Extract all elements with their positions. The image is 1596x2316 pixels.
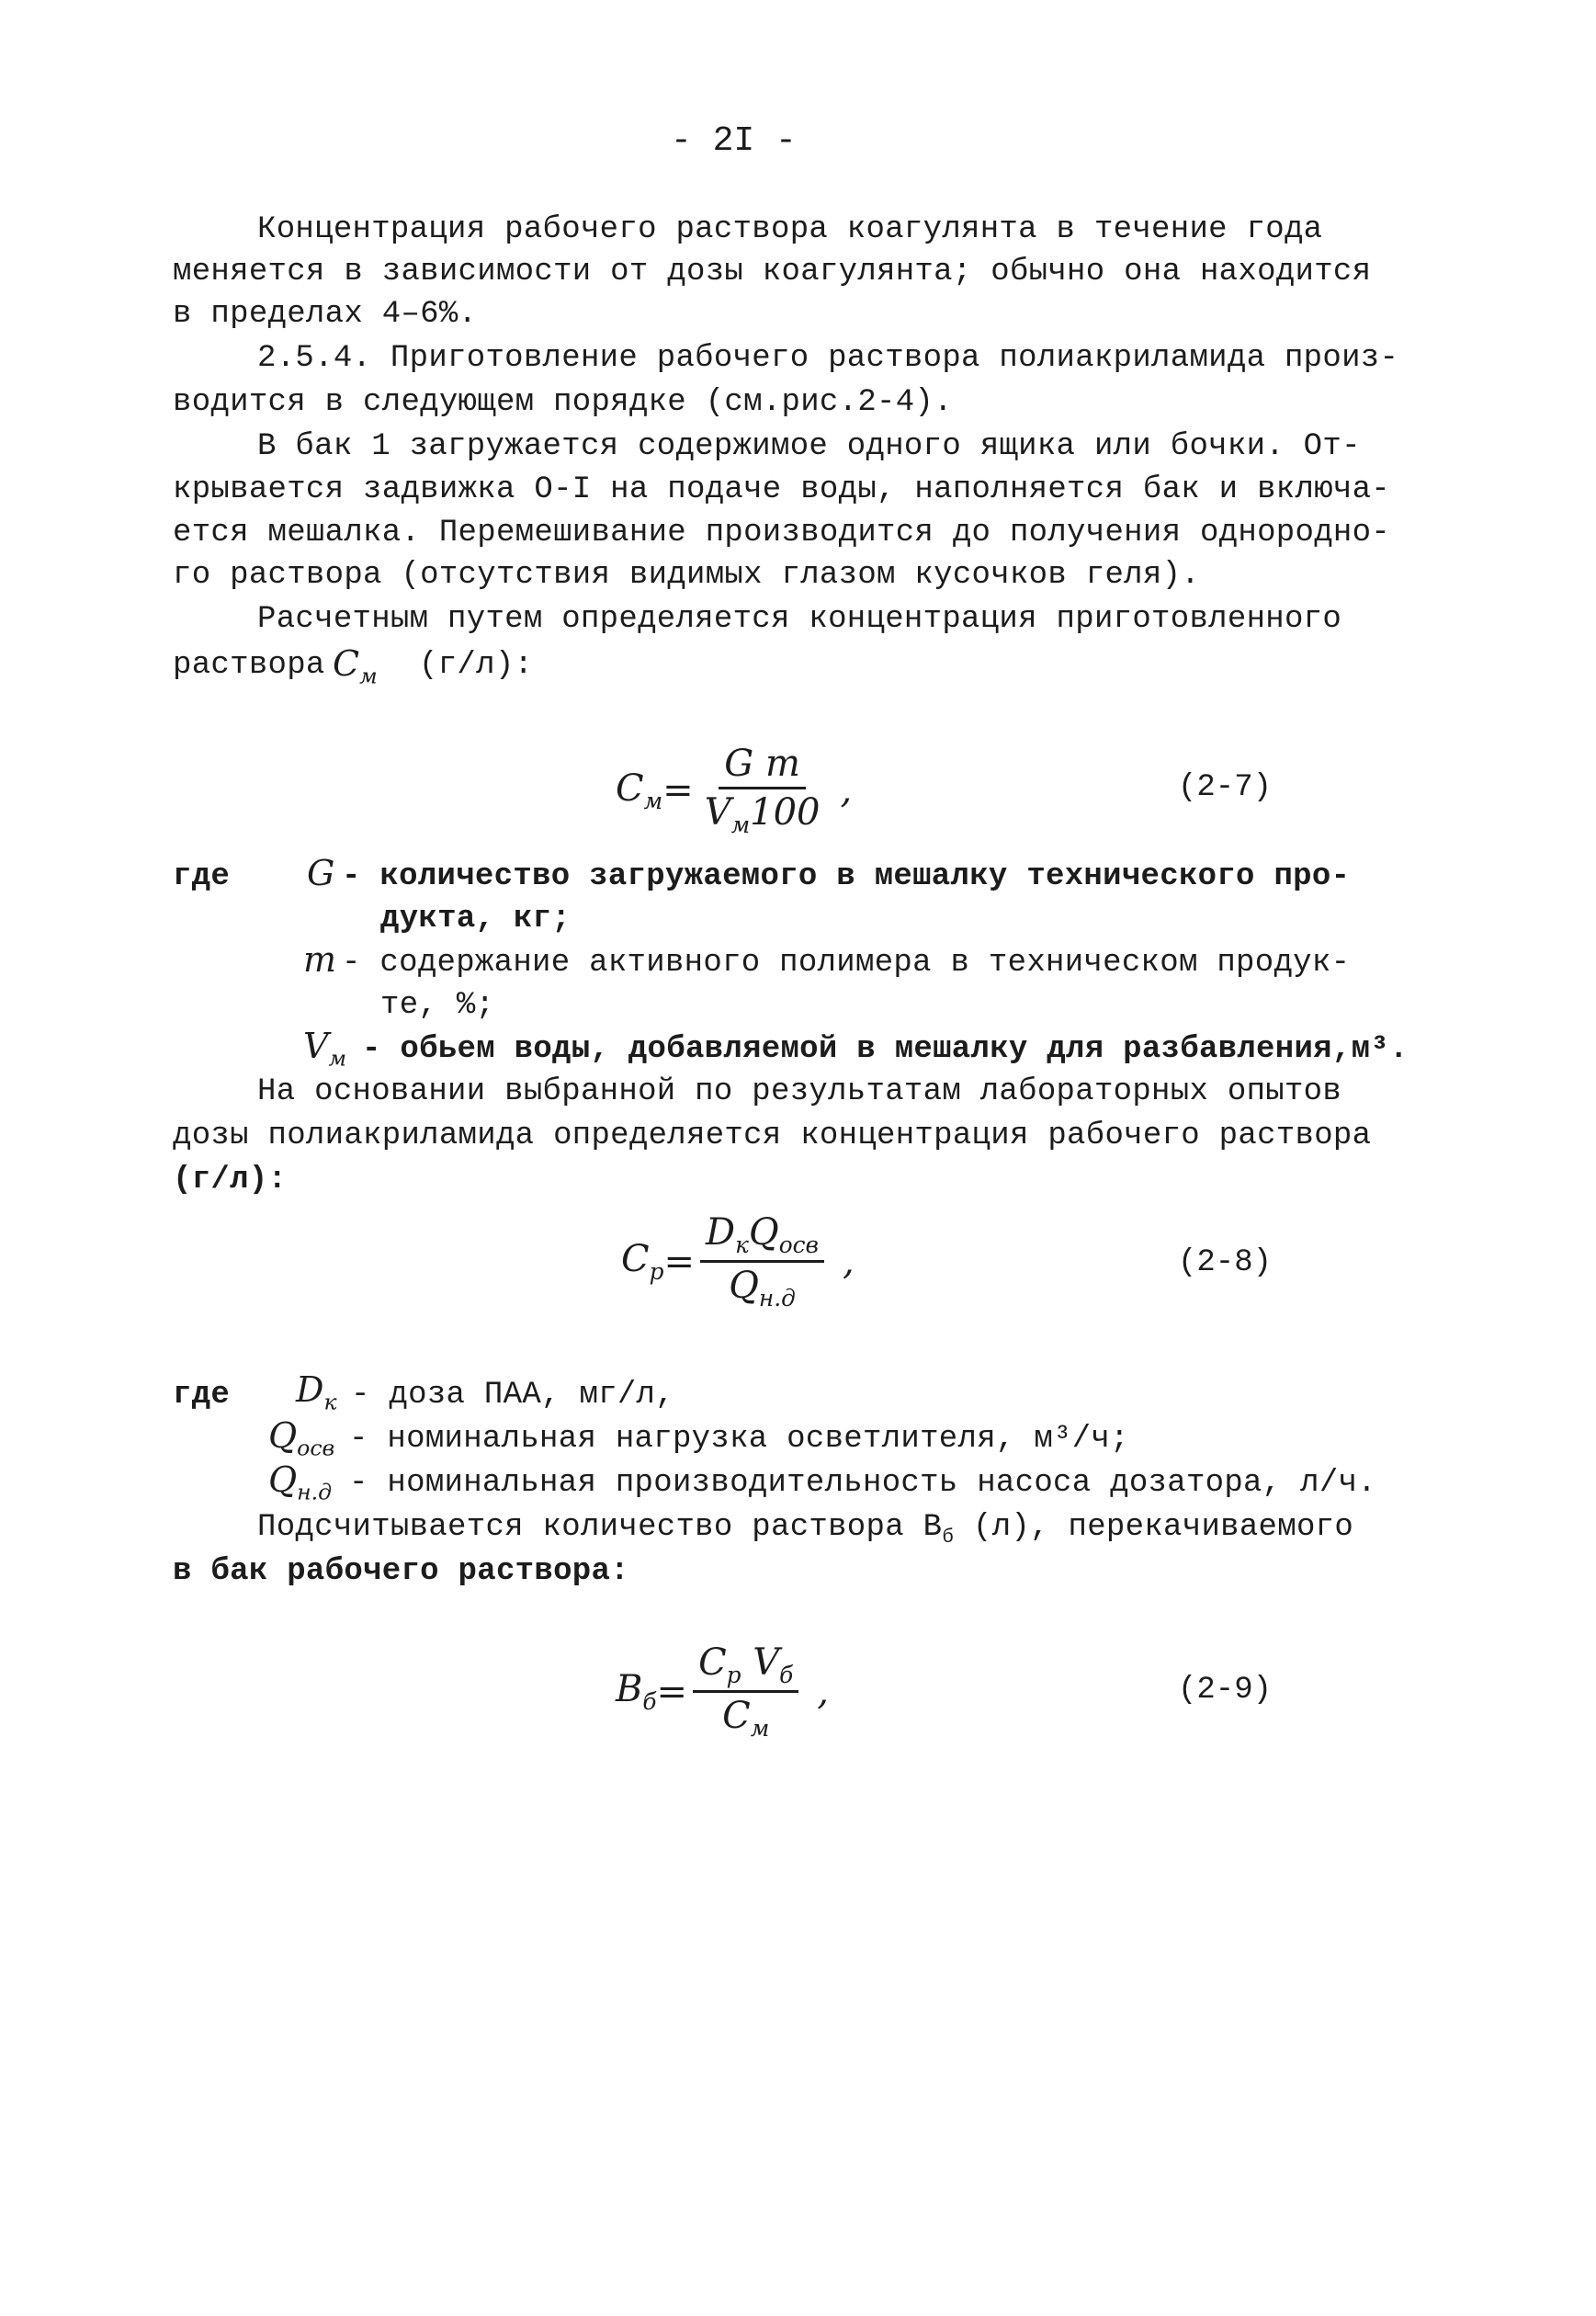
formula-2-9-fraction: [693, 1641, 798, 1742]
formula-2-7-fraction: [699, 743, 826, 838]
where-2-item-2: - номинальная нагрузка осветлителя, м³/ч;: [349, 1422, 1129, 1457]
formula-2-9-equals: =: [656, 1670, 688, 1713]
formula-2-8-equals: =: [663, 1240, 695, 1283]
paragraph-6-line-1-start: Подсчитывается количество раствора $В_б$ (л), перекачиваемого: [257, 1510, 1354, 1549]
where-2-word: где: [173, 1378, 231, 1413]
paragraph-1-line-2: меняется в зависимости от дозы коагулянта; обычно она находится: [173, 255, 1372, 290]
formula-2-9-numerator: $C_p$ $V_б$: [693, 1641, 798, 1693]
paragraph-4-line-1: Расчетным путем определяется концентрация приготовленного: [257, 602, 1342, 637]
equation-number-2-9: (2-9): [1178, 1673, 1273, 1708]
formula-2-8-lhs: $C_p$: [621, 1238, 664, 1285]
where-1-symbol-g: G: [307, 853, 335, 893]
where-1-item-1-line-1: - количество загружаемого в мешалку технического про-: [342, 859, 1351, 894]
symbol-cm-inline: $C_м$: [333, 643, 378, 689]
formula-2-7-comma: ,: [840, 769, 853, 812]
where-2-symbol-qosv: $Q_{осв}$: [268, 1415, 335, 1461]
paragraph-3-line-4: го раствора (отсутствия видимых глазом кусочков геля).: [173, 558, 1200, 593]
where-1-item-3-line-1: - обьем воды, добавляемой в мешалку для разбавления,м³.: [362, 1032, 1409, 1067]
formula-2-7-numerator: G m: [719, 743, 806, 789]
where-1-item-2-line-1: - содержание активного полимера в техническом продук-: [342, 946, 1351, 981]
formula-2-9: [616, 1641, 829, 1742]
paragraph-2-line-2: водится в следующем порядке (см.рис.2-4).: [173, 385, 953, 420]
paragraph-6-line-2: в бак рабочего раствора:: [173, 1554, 629, 1589]
formula-2-8-numerator: $D_кQ_{осв}$: [700, 1211, 824, 1263]
where-1-item-2-line-2: те, %;: [380, 988, 495, 1023]
where-1-symbol-m: m: [303, 939, 337, 980]
paragraph-4-line-2-units: (г/л):: [419, 648, 534, 683]
paragraph-3-line-2: крывается задвижка О-I на подаче воды, наполняется бак и включа-: [173, 472, 1391, 507]
formula-2-9-lhs: $B_б$: [616, 1668, 657, 1715]
equation-number-2-7: (2-7): [1178, 770, 1273, 805]
where-1-symbol-vm: $V_м$: [303, 1026, 346, 1072]
where-2-symbol-dk: $D_к$: [296, 1369, 337, 1415]
paragraph-3-line-3: ется мешалка. Перемешивание производится до получения однородно-: [173, 516, 1391, 551]
formula-2-7-equals: =: [662, 769, 694, 812]
where-1-word: где: [173, 859, 231, 894]
paragraph-1-line-1: Концентрация рабочего раствора коагулянта в течение года: [257, 212, 1323, 247]
paragraph-1-line-3: в пределах 4–6%.: [173, 297, 478, 332]
where-1-item-1-line-2: дукта, кг;: [380, 902, 572, 937]
paragraph-5-line-2: дозы полиакриламида определяется концентрация рабочего раствора: [173, 1118, 1372, 1153]
paragraph-5-line-1: На основании выбранной по результатам лабораторных опытов: [257, 1074, 1342, 1109]
equation-number-2-8: (2-8): [1178, 1245, 1273, 1280]
paragraph-3-line-1: В бак 1 загружается содержимое одного ящика или бочки. От-: [257, 429, 1361, 464]
formula-2-8-comma: ,: [842, 1240, 855, 1283]
where-2-symbol-qnd: $Q_{н.д}$: [268, 1459, 333, 1505]
formula-2-8-fraction: [700, 1211, 824, 1311]
formula-2-9-comma: ,: [817, 1670, 830, 1713]
formula-2-8: [621, 1211, 855, 1311]
page-number: - 2I -: [671, 121, 797, 161]
formula-2-7: [616, 743, 852, 838]
where-2-item-1: - доза ПАА, мг/л,: [351, 1378, 674, 1413]
where-2-item-3: - номинальная производительность насоса дозатора, л/ч.: [349, 1466, 1376, 1501]
formula-2-8-denominator: $Q_{н.д}$: [729, 1265, 796, 1311]
paragraph-5-line-3: (г/л):: [173, 1163, 288, 1198]
paragraph-4-line-2: раствора: [173, 648, 325, 683]
paragraph-2-line-1: 2.5.4. Приготовление рабочего раствора полиакриламида произ-: [257, 341, 1399, 376]
formula-2-7-lhs: $C_м$: [616, 766, 663, 814]
formula-2-7-denominator: $V_м100$: [704, 791, 821, 838]
formula-2-9-denominator: $C_м$: [722, 1695, 770, 1742]
